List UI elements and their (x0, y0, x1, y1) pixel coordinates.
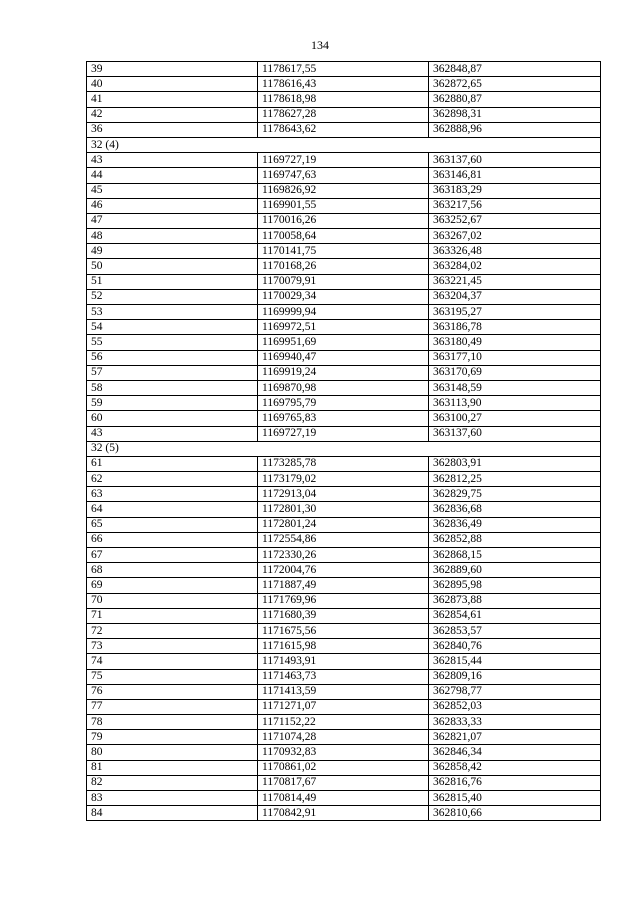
table-row (87, 77, 601, 92)
y-coordinate-cell: 362889,60 (429, 563, 601, 578)
table-row (87, 456, 601, 471)
point-number-cell: 54 (87, 320, 258, 335)
x-coordinate-cell: 1169901,55 (258, 198, 429, 213)
x-coordinate-cell: 1170141,75 (258, 244, 429, 259)
x-coordinate-cell: 1170861,02 (258, 760, 429, 775)
x-coordinate-cell: 1172801,24 (258, 517, 429, 532)
table-row (87, 669, 601, 684)
table-row (87, 229, 601, 244)
table-row (87, 745, 601, 760)
y-coordinate-cell: 362858,42 (429, 760, 601, 775)
table-row (87, 654, 601, 669)
point-number-cell: 66 (87, 532, 258, 547)
y-coordinate-cell: 362853,57 (429, 623, 601, 638)
y-coordinate-cell: 363252,67 (429, 213, 601, 228)
table-row (87, 684, 601, 699)
x-coordinate-cell: 1170058,64 (258, 229, 429, 244)
y-coordinate-cell: 363100,27 (429, 411, 601, 426)
y-coordinate-cell: 362809,16 (429, 669, 601, 684)
table-row (87, 623, 601, 638)
table-row (87, 578, 601, 593)
table-row (87, 593, 601, 608)
point-number-cell: 69 (87, 578, 258, 593)
x-coordinate-cell: 1170932,83 (258, 745, 429, 760)
page-number: 134 (311, 38, 329, 52)
y-coordinate-cell: 362815,44 (429, 654, 601, 669)
y-coordinate-cell: 362840,76 (429, 639, 601, 654)
y-coordinate-cell: 363204,37 (429, 289, 601, 304)
x-coordinate-cell: 1172330,26 (258, 548, 429, 563)
x-coordinate-cell: 1169999,94 (258, 305, 429, 320)
x-coordinate-cell: 1169765,83 (258, 411, 429, 426)
table-row (87, 715, 601, 730)
x-coordinate-cell: 1170016,26 (258, 213, 429, 228)
point-number-cell: 48 (87, 229, 258, 244)
x-coordinate-cell: 1178643,62 (258, 122, 429, 137)
point-number-cell: 61 (87, 456, 258, 471)
x-coordinate-cell: 1178627,28 (258, 107, 429, 122)
table-row (87, 639, 601, 654)
point-number-cell: 59 (87, 396, 258, 411)
point-number-cell: 39 (87, 62, 258, 77)
point-number-cell: 77 (87, 699, 258, 714)
table-row (87, 320, 601, 335)
table-row (87, 274, 601, 289)
point-number-cell: 56 (87, 350, 258, 365)
x-coordinate-cell: 1171675,56 (258, 623, 429, 638)
x-coordinate-cell: 1169747,63 (258, 168, 429, 183)
y-coordinate-cell: 363146,81 (429, 168, 601, 183)
section-header-row (87, 441, 601, 456)
x-coordinate-cell: 1171271,07 (258, 699, 429, 714)
point-number-cell: 82 (87, 775, 258, 790)
point-number-cell: 40 (87, 77, 258, 92)
point-number-cell: 78 (87, 715, 258, 730)
point-number-cell: 47 (87, 213, 258, 228)
table-row (87, 350, 601, 365)
x-coordinate-cell: 1172004,76 (258, 563, 429, 578)
y-coordinate-cell: 363113,90 (429, 396, 601, 411)
y-coordinate-cell: 363180,49 (429, 335, 601, 350)
table-row (87, 730, 601, 745)
table-row (87, 502, 601, 517)
table-row (87, 289, 601, 304)
point-number-cell: 60 (87, 411, 258, 426)
x-coordinate-cell: 1171413,59 (258, 684, 429, 699)
y-coordinate-cell: 363326,48 (429, 244, 601, 259)
x-coordinate-cell: 1178616,43 (258, 77, 429, 92)
x-coordinate-cell: 1178617,55 (258, 62, 429, 77)
point-number-cell: 62 (87, 472, 258, 487)
point-number-cell: 53 (87, 305, 258, 320)
point-number-cell: 84 (87, 806, 258, 821)
x-coordinate-cell: 1170842,91 (258, 806, 429, 821)
point-number-cell: 42 (87, 107, 258, 122)
table-row (87, 548, 601, 563)
table-row (87, 380, 601, 395)
table-row (87, 563, 601, 578)
y-coordinate-cell: 362833,33 (429, 715, 601, 730)
y-coordinate-cell: 362872,65 (429, 77, 601, 92)
table-row (87, 335, 601, 350)
point-number-cell: 76 (87, 684, 258, 699)
x-coordinate-cell: 1169919,24 (258, 365, 429, 380)
point-number-cell: 63 (87, 487, 258, 502)
y-coordinate-cell: 362898,31 (429, 107, 601, 122)
table-row (87, 791, 601, 806)
y-coordinate-cell: 363137,60 (429, 426, 601, 441)
table-row (87, 213, 601, 228)
y-coordinate-cell: 362854,61 (429, 608, 601, 623)
x-coordinate-cell: 1169826,92 (258, 183, 429, 198)
x-coordinate-cell: 1171615,98 (258, 639, 429, 654)
point-number-cell: 43 (87, 426, 258, 441)
x-coordinate-cell: 1170817,67 (258, 775, 429, 790)
point-number-cell: 51 (87, 274, 258, 289)
x-coordinate-cell: 1172554,86 (258, 532, 429, 547)
point-number-cell: 72 (87, 623, 258, 638)
point-number-cell: 45 (87, 183, 258, 198)
point-number-cell: 41 (87, 92, 258, 107)
table-row (87, 487, 601, 502)
x-coordinate-cell: 1171074,28 (258, 730, 429, 745)
x-coordinate-cell: 1170079,91 (258, 274, 429, 289)
x-coordinate-cell: 1169727,19 (258, 426, 429, 441)
x-coordinate-cell: 1171887,49 (258, 578, 429, 593)
table-row (87, 62, 601, 77)
y-coordinate-cell: 363177,10 (429, 350, 601, 365)
x-coordinate-cell: 1169870,98 (258, 380, 429, 395)
point-number-cell: 58 (87, 380, 258, 395)
table-row (87, 396, 601, 411)
y-coordinate-cell: 362836,49 (429, 517, 601, 532)
point-number-cell: 74 (87, 654, 258, 669)
y-coordinate-cell: 362852,03 (429, 699, 601, 714)
section-header-row (87, 137, 601, 152)
point-number-cell: 36 (87, 122, 258, 137)
x-coordinate-cell: 1169972,51 (258, 320, 429, 335)
table-row (87, 426, 601, 441)
x-coordinate-cell: 1171152,22 (258, 715, 429, 730)
table-row (87, 168, 601, 183)
y-coordinate-cell: 362852,88 (429, 532, 601, 547)
point-number-cell: 73 (87, 639, 258, 654)
table-row (87, 198, 601, 213)
point-number-cell: 52 (87, 289, 258, 304)
x-coordinate-cell: 1170029,34 (258, 289, 429, 304)
x-coordinate-cell: 1169951,69 (258, 335, 429, 350)
y-coordinate-cell: 363148,59 (429, 380, 601, 395)
y-coordinate-cell: 362846,34 (429, 745, 601, 760)
coordinates-table (86, 61, 601, 821)
x-coordinate-cell: 1169727,19 (258, 153, 429, 168)
point-number-cell: 67 (87, 548, 258, 563)
x-coordinate-cell: 1171769,96 (258, 593, 429, 608)
table-row (87, 775, 601, 790)
y-coordinate-cell: 363221,45 (429, 274, 601, 289)
x-coordinate-cell: 1172913,04 (258, 487, 429, 502)
point-number-cell: 44 (87, 168, 258, 183)
table-row (87, 517, 601, 532)
table-row (87, 760, 601, 775)
x-coordinate-cell: 1171463,73 (258, 669, 429, 684)
table-row (87, 259, 601, 274)
point-number-cell: 70 (87, 593, 258, 608)
y-coordinate-cell: 362812,25 (429, 472, 601, 487)
x-coordinate-cell: 1171493,91 (258, 654, 429, 669)
section-label: 32 (4) (87, 137, 601, 152)
table-row (87, 153, 601, 168)
point-number-cell: 65 (87, 517, 258, 532)
y-coordinate-cell: 362829,75 (429, 487, 601, 502)
y-coordinate-cell: 362880,87 (429, 92, 601, 107)
x-coordinate-cell: 1169940,47 (258, 350, 429, 365)
table-row (87, 183, 601, 198)
x-coordinate-cell: 1173285,78 (258, 456, 429, 471)
x-coordinate-cell: 1170168,26 (258, 259, 429, 274)
y-coordinate-cell: 362803,91 (429, 456, 601, 471)
table-row (87, 92, 601, 107)
coordinates-table-body (87, 62, 601, 821)
point-number-cell: 64 (87, 502, 258, 517)
y-coordinate-cell: 363217,56 (429, 198, 601, 213)
table-row (87, 122, 601, 137)
y-coordinate-cell: 363186,78 (429, 320, 601, 335)
point-number-cell: 57 (87, 365, 258, 380)
y-coordinate-cell: 362848,87 (429, 62, 601, 77)
y-coordinate-cell: 362810,66 (429, 806, 601, 821)
y-coordinate-cell: 362798,77 (429, 684, 601, 699)
point-number-cell: 81 (87, 760, 258, 775)
point-number-cell: 46 (87, 198, 258, 213)
y-coordinate-cell: 362816,76 (429, 775, 601, 790)
y-coordinate-cell: 362868,15 (429, 548, 601, 563)
table-row (87, 472, 601, 487)
y-coordinate-cell: 363137,60 (429, 153, 601, 168)
x-coordinate-cell: 1173179,02 (258, 472, 429, 487)
table-row (87, 365, 601, 380)
y-coordinate-cell: 363284,02 (429, 259, 601, 274)
y-coordinate-cell: 363183,29 (429, 183, 601, 198)
table-row (87, 411, 601, 426)
y-coordinate-cell: 362873,88 (429, 593, 601, 608)
table-row (87, 699, 601, 714)
y-coordinate-cell: 362815,40 (429, 791, 601, 806)
y-coordinate-cell: 363267,02 (429, 229, 601, 244)
x-coordinate-cell: 1169795,79 (258, 396, 429, 411)
table-row (87, 608, 601, 623)
y-coordinate-cell: 362821,07 (429, 730, 601, 745)
point-number-cell: 50 (87, 259, 258, 274)
point-number-cell: 43 (87, 153, 258, 168)
table-row (87, 305, 601, 320)
x-coordinate-cell: 1171680,39 (258, 608, 429, 623)
x-coordinate-cell: 1178618,98 (258, 92, 429, 107)
table-row (87, 244, 601, 259)
table-row (87, 107, 601, 122)
point-number-cell: 55 (87, 335, 258, 350)
section-label: 32 (5) (87, 441, 601, 456)
point-number-cell: 49 (87, 244, 258, 259)
table-row (87, 532, 601, 547)
y-coordinate-cell: 362895,98 (429, 578, 601, 593)
x-coordinate-cell: 1172801,30 (258, 502, 429, 517)
point-number-cell: 80 (87, 745, 258, 760)
x-coordinate-cell: 1170814,49 (258, 791, 429, 806)
point-number-cell: 83 (87, 791, 258, 806)
point-number-cell: 71 (87, 608, 258, 623)
y-coordinate-cell: 362836,68 (429, 502, 601, 517)
y-coordinate-cell: 363195,27 (429, 305, 601, 320)
point-number-cell: 68 (87, 563, 258, 578)
point-number-cell: 75 (87, 669, 258, 684)
y-coordinate-cell: 363170,69 (429, 365, 601, 380)
point-number-cell: 79 (87, 730, 258, 745)
table-row (87, 806, 601, 821)
y-coordinate-cell: 362888,96 (429, 122, 601, 137)
